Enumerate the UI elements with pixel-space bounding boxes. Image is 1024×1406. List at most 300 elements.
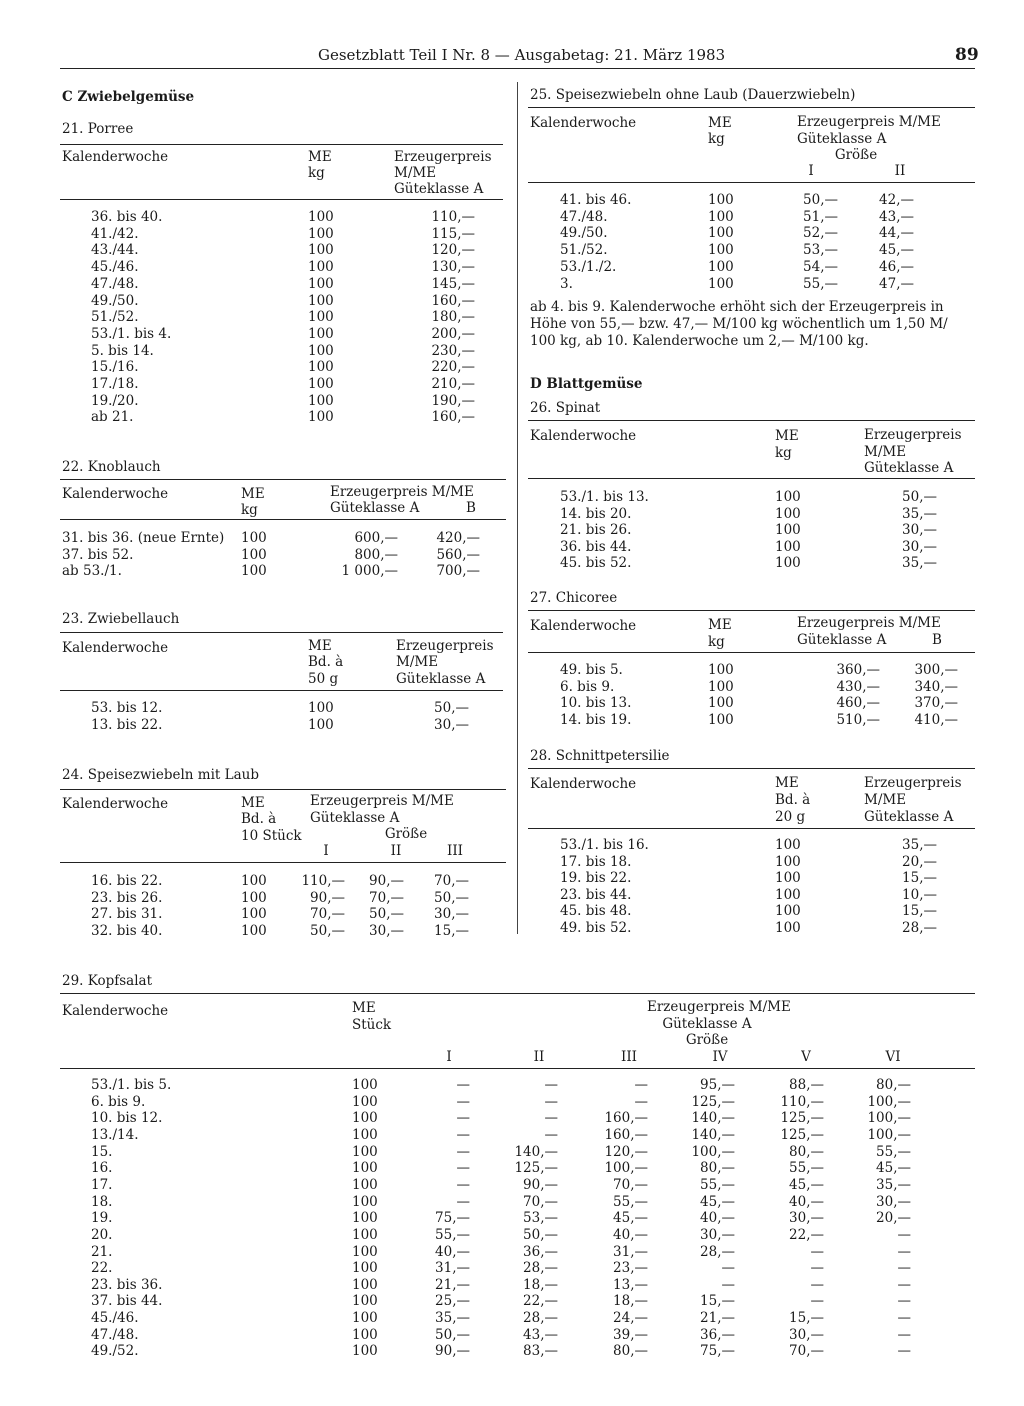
table-cell: —	[897, 1226, 911, 1243]
table-cell: 190,—	[431, 392, 475, 409]
table-row-week: 21. bis 26.	[560, 522, 632, 538]
table-title-spinat: 26. Spinat	[530, 400, 601, 416]
table-cell: 100	[352, 1193, 378, 1210]
table-cell: 100	[308, 359, 334, 376]
table-cell: 100	[308, 259, 334, 276]
table-cell: 100	[708, 192, 734, 208]
column-header: V	[801, 1049, 811, 1065]
table-cell: 100	[308, 225, 334, 242]
table-cell: 90,—	[523, 1176, 558, 1193]
table-cell: 42,—	[879, 192, 914, 208]
table-cell: 23,—	[613, 1260, 648, 1277]
table-cell: 30,—	[434, 716, 469, 733]
table-row-week: 10. bis 12.	[91, 1110, 163, 1127]
table-cell: 100	[352, 1110, 378, 1127]
column-header: ME	[308, 149, 332, 165]
table-title-dauerzwiebeln: 25. Speisezwiebeln ohne Laub (Dauerzwiebeln)	[530, 87, 856, 103]
column-header: M/ME	[864, 792, 907, 808]
table-cell: —	[810, 1293, 824, 1310]
table-cell: 100	[352, 1160, 378, 1177]
column-header: Bd. à	[775, 792, 811, 808]
table-cell: 51,—	[803, 208, 838, 225]
table-cell: 100	[308, 392, 334, 409]
table-cell: 100	[352, 1077, 378, 1093]
table-cell: 100	[352, 1226, 378, 1243]
table-cell: —	[897, 1276, 911, 1293]
table-rule	[60, 632, 503, 633]
section-heading-c: C Zwiebelgemüse	[62, 89, 195, 105]
table-cell: 110,—	[301, 873, 345, 889]
column-header: M/ME	[394, 165, 437, 181]
column-header: Kalenderwoche	[62, 1003, 169, 1019]
table-cell: 45,—	[879, 242, 914, 259]
table-cell: —	[456, 1160, 470, 1177]
table-row-week: 19. bis 22.	[560, 870, 632, 887]
table-title-kopfsalat: 29. Kopfsalat	[62, 973, 153, 989]
table-cell: 100	[308, 209, 334, 225]
table-cell: 360,—	[836, 662, 880, 678]
table-cell: —	[456, 1093, 470, 1110]
table-cell: 20,—	[902, 853, 937, 870]
column-header: M/ME	[396, 654, 439, 670]
table-cell: 40,—	[789, 1193, 824, 1210]
table-cell: 160,—	[604, 1110, 648, 1127]
table-row-week: 14. bis 20.	[560, 505, 632, 522]
column-header: B	[932, 632, 942, 648]
column-header: Güteklasse A	[394, 181, 484, 197]
column-header: ME	[775, 428, 799, 444]
table-title-porree: 21. Porree	[62, 121, 134, 137]
table-cell: 100	[308, 275, 334, 292]
table-rule	[60, 789, 506, 790]
table-row-week: 53. bis 12.	[91, 700, 163, 716]
table-cell: 50,—	[902, 489, 937, 505]
table-cell: 560,—	[436, 546, 480, 563]
table-cell: 55,—	[876, 1143, 911, 1160]
table-cell: 21,—	[435, 1276, 470, 1293]
table-row-week: 17.	[91, 1176, 113, 1193]
column-header: I	[323, 843, 329, 859]
table-cell: 100	[352, 1293, 378, 1310]
column-header: kg	[241, 502, 258, 518]
table-row-week: 47./48.	[560, 208, 608, 225]
table-cell: 600,—	[354, 530, 398, 546]
column-header: kg	[708, 131, 725, 147]
table-row-week: 6. bis 9.	[560, 678, 615, 695]
column-header: Kalenderwoche	[62, 149, 169, 165]
column-header: Güteklasse A	[310, 810, 400, 826]
table-cell: 100	[708, 242, 734, 259]
table-row-week: 16.	[91, 1160, 113, 1177]
table-title-knoblauch: 22. Knoblauch	[62, 459, 161, 475]
table-cell: 100	[308, 292, 334, 309]
table-cell: 70,—	[310, 906, 345, 923]
table-row-week: 45. bis 52.	[560, 555, 632, 571]
table-cell: 100	[708, 208, 734, 225]
table-rule	[60, 862, 506, 863]
table-cell: 45,—	[613, 1210, 648, 1227]
table-row-week: 36. bis 44.	[560, 538, 632, 555]
table-cell: 90,—	[310, 889, 345, 906]
table-cell: 100	[352, 1143, 378, 1160]
table-title-zwiebellauch: 23. Zwiebellauch	[62, 611, 180, 627]
table-row-week: 36. bis 40.	[91, 209, 163, 225]
table-cell: 460,—	[836, 695, 880, 712]
column-header: Stück	[352, 1017, 392, 1033]
page-number: 89	[955, 45, 979, 65]
table-row-week: 18.	[91, 1193, 113, 1210]
table-cell: 30,—	[369, 923, 404, 940]
table-row-week: 21.	[91, 1243, 113, 1260]
footnote-line: ab 4. bis 9. Kalenderwoche erhöht sich der Erzeugerpreis in	[530, 299, 944, 315]
table-cell: 100,—	[604, 1160, 648, 1177]
column-header: I	[446, 1049, 452, 1065]
table-cell: 70,—	[789, 1343, 824, 1360]
table-cell: 300,—	[914, 662, 958, 678]
table-row-week: 17./18.	[91, 376, 139, 392]
table-row-week: 51./52.	[91, 309, 139, 326]
table-cell: 230,—	[431, 342, 475, 359]
column-header: Kalenderwoche	[62, 640, 169, 656]
table-cell: 70,—	[613, 1176, 648, 1193]
table-cell: 100	[352, 1210, 378, 1227]
column-header: Kalenderwoche	[62, 796, 169, 812]
table-cell: 50,—	[803, 192, 838, 208]
table-cell: 100	[241, 906, 267, 923]
table-cell: 10,—	[902, 886, 937, 903]
table-rule	[528, 107, 975, 108]
table-cell: 20,—	[876, 1210, 911, 1227]
table-rule	[528, 610, 975, 611]
column-header: Kalenderwoche	[62, 486, 169, 502]
table-cell: 75,—	[700, 1343, 735, 1360]
column-header: Größe	[685, 1032, 729, 1048]
table-row-week: ab 21.	[91, 409, 134, 426]
table-cell: 100,—	[867, 1110, 911, 1127]
table-cell: 100	[241, 873, 267, 889]
table-rule	[528, 768, 975, 769]
table-cell: 800,—	[354, 546, 398, 563]
column-header: Erzeugerpreis	[864, 427, 962, 443]
column-header: Erzeugerpreis	[864, 775, 962, 791]
table-cell: 28,—	[902, 920, 937, 936]
table-row-week: 45. bis 48.	[560, 903, 632, 920]
table-row-week: 23. bis 26.	[91, 889, 163, 906]
column-header: II	[894, 163, 906, 179]
table-cell: 1 000,—	[341, 563, 398, 580]
table-cell: 18,—	[613, 1293, 648, 1310]
table-cell: 18,—	[523, 1276, 558, 1293]
table-row-week: 31. bis 36. (neue Ernte)	[62, 530, 225, 546]
table-cell: 80,—	[876, 1077, 911, 1093]
table-row-week: 43./44.	[91, 242, 139, 259]
table-cell: —	[897, 1343, 911, 1360]
table-cell: 15,—	[700, 1293, 735, 1310]
table-row-week: 53./1./2.	[560, 258, 617, 275]
column-header: I	[808, 163, 814, 179]
table-row-week: 41./42.	[91, 225, 139, 242]
footnote-line: Höhe von 55,— bzw. 47,— M/100 kg wöchentlich um 1,50 M/	[530, 316, 948, 332]
column-header: Kalenderwoche	[530, 428, 637, 444]
table-cell: 100	[708, 662, 734, 678]
table-cell: 30,—	[700, 1226, 735, 1243]
table-cell: 200,—	[431, 325, 475, 342]
table-cell: 210,—	[431, 376, 475, 392]
table-cell: 100	[775, 489, 801, 505]
table-cell: 80,—	[613, 1343, 648, 1360]
table-cell: —	[721, 1260, 735, 1277]
column-header: Erzeugerpreis M/ME	[647, 999, 791, 1015]
table-cell: 100,—	[867, 1093, 911, 1110]
table-cell: 55,—	[803, 275, 838, 292]
table-cell: 100	[775, 505, 801, 522]
table-cell: 100	[241, 563, 267, 580]
table-row-week: 53./1. bis 13.	[560, 489, 649, 505]
table-cell: 100	[352, 1326, 378, 1343]
column-header: Güteklasse A	[662, 1016, 752, 1032]
table-cell: 15,—	[902, 903, 937, 920]
table-cell: 80,—	[700, 1160, 735, 1177]
table-cell: 50,—	[523, 1226, 558, 1243]
table-cell: 100	[708, 712, 734, 729]
table-cell: 90,—	[369, 873, 404, 889]
table-cell: 35,—	[435, 1310, 470, 1327]
table-cell: 53,—	[803, 242, 838, 259]
table-title-schnittpetersilie: 28. Schnittpetersilie	[530, 748, 670, 764]
table-cell: 100	[708, 275, 734, 292]
table-cell: —	[544, 1110, 558, 1127]
table-cell: 125,—	[514, 1160, 558, 1177]
table-cell: 45,—	[789, 1176, 824, 1193]
column-header: Güteklasse A	[797, 632, 887, 648]
table-cell: 100	[241, 546, 267, 563]
table-rule	[60, 690, 503, 691]
table-cell: 180,—	[431, 309, 475, 326]
table-cell: 100	[775, 522, 801, 538]
column-header: Erzeugerpreis	[396, 638, 494, 654]
table-title-speisezwiebeln-laub: 24. Speisezwiebeln mit Laub	[62, 767, 259, 783]
table-row-week: 45./46.	[91, 1310, 139, 1327]
table-cell: 13,—	[613, 1276, 648, 1293]
table-cell: 100	[308, 700, 334, 716]
table-cell: 410,—	[914, 712, 958, 729]
table-row-week: 3.	[560, 275, 573, 292]
table-cell: 100	[241, 530, 267, 546]
table-row-week: 17. bis 18.	[560, 853, 632, 870]
table-cell: 28,—	[700, 1243, 735, 1260]
table-cell: —	[897, 1326, 911, 1343]
table-cell: 90,—	[435, 1343, 470, 1360]
table-cell: 43,—	[879, 208, 914, 225]
table-cell: 55,—	[613, 1193, 648, 1210]
table-cell: 36,—	[700, 1326, 735, 1343]
table-row-week: 22.	[91, 1260, 113, 1277]
table-cell: 15,—	[902, 870, 937, 887]
table-cell: 83,—	[523, 1343, 558, 1360]
table-cell: 160,—	[604, 1126, 648, 1143]
table-cell: 22,—	[789, 1226, 824, 1243]
header-rule	[60, 68, 975, 69]
table-cell: 100	[308, 309, 334, 326]
table-rule	[528, 652, 975, 653]
table-cell: 40,—	[613, 1226, 648, 1243]
table-cell: 100	[308, 342, 334, 359]
table-row-week: 6. bis 9.	[91, 1093, 146, 1110]
table-cell: 100	[708, 258, 734, 275]
table-cell: 125,—	[780, 1110, 824, 1127]
table-cell: 100	[241, 889, 267, 906]
table-rule	[60, 479, 506, 480]
column-header: kg	[708, 634, 725, 650]
column-header: ME	[708, 617, 732, 633]
table-cell: 125,—	[780, 1126, 824, 1143]
table-cell: 47,—	[879, 275, 914, 292]
table-cell: 80,—	[789, 1143, 824, 1160]
table-cell: 43,—	[523, 1326, 558, 1343]
table-cell: 50,—	[435, 1326, 470, 1343]
table-row-week: 53./1. bis 16.	[560, 837, 649, 853]
table-cell: —	[544, 1093, 558, 1110]
table-cell: —	[456, 1176, 470, 1193]
table-cell: 430,—	[836, 678, 880, 695]
table-cell: 35,—	[902, 505, 937, 522]
table-row-week: 53./1. bis 5.	[91, 1077, 172, 1093]
column-header: Größe	[384, 826, 428, 842]
table-cell: 15,—	[789, 1310, 824, 1327]
table-cell: —	[810, 1260, 824, 1277]
table-cell: 145,—	[431, 275, 475, 292]
table-cell: 100	[308, 409, 334, 426]
table-cell: 370,—	[914, 695, 958, 712]
table-cell: 40,—	[435, 1243, 470, 1260]
table-cell: 55,—	[789, 1160, 824, 1177]
table-cell: 70,—	[523, 1193, 558, 1210]
table-cell: 55,—	[700, 1176, 735, 1193]
table-rule	[60, 144, 503, 145]
column-header: kg	[308, 165, 325, 181]
column-header: 50 g	[308, 671, 339, 687]
table-cell: 100	[352, 1260, 378, 1277]
table-cell: 30,—	[789, 1326, 824, 1343]
table-cell: —	[456, 1077, 470, 1093]
table-cell: 100	[708, 678, 734, 695]
table-cell: 100,—	[691, 1143, 735, 1160]
column-header: 10 Stück	[241, 828, 302, 844]
table-cell: 25,—	[435, 1293, 470, 1310]
table-row-week: 49./50.	[560, 225, 608, 242]
table-cell: 30,—	[789, 1210, 824, 1227]
table-row-week: 47./48.	[91, 1326, 139, 1343]
table-cell: 30,—	[902, 522, 937, 538]
table-row-week: 23. bis 44.	[560, 886, 632, 903]
column-header: ME	[241, 795, 265, 811]
table-cell: 45,—	[876, 1160, 911, 1177]
table-row-week: 13./14.	[91, 1126, 139, 1143]
table-cell: 100	[775, 886, 801, 903]
column-header: Güteklasse A	[864, 809, 954, 825]
table-cell: 70,—	[434, 873, 469, 889]
table-rule	[528, 828, 975, 829]
column-header: Erzeugerpreis M/ME	[797, 114, 941, 130]
table-cell: 125,—	[691, 1093, 735, 1110]
column-header: ME	[352, 1000, 376, 1016]
table-cell: 21,—	[700, 1310, 735, 1327]
table-cell: 53,—	[523, 1210, 558, 1227]
column-header: Kalenderwoche	[530, 618, 637, 634]
table-cell: 100	[775, 903, 801, 920]
table-rule	[60, 1068, 975, 1069]
column-header: Größe	[834, 147, 878, 163]
column-header: IV	[712, 1049, 728, 1065]
table-row-week: 49./50.	[91, 292, 139, 309]
table-row-week: 14. bis 19.	[560, 712, 632, 729]
footnote-line: 100 kg, ab 10. Kalenderwoche um 2,— M/100 kg.	[530, 333, 869, 349]
table-cell: 40,—	[700, 1210, 735, 1227]
table-cell: 55,—	[435, 1226, 470, 1243]
column-header: ME	[308, 638, 332, 654]
table-cell: 100	[775, 870, 801, 887]
table-cell: 28,—	[523, 1260, 558, 1277]
table-rule	[60, 519, 506, 520]
table-rule	[528, 478, 975, 479]
section-heading-d: D Blattgemüse	[530, 376, 643, 392]
table-rule	[60, 993, 975, 994]
table-cell: 100	[352, 1093, 378, 1110]
table-cell: 35,—	[902, 555, 937, 571]
table-cell: 110,—	[431, 209, 475, 225]
column-header: Güteklasse A	[864, 460, 954, 476]
table-cell: 100	[775, 555, 801, 571]
table-cell: 44,—	[879, 225, 914, 242]
table-cell: 100	[775, 853, 801, 870]
column-divider	[517, 82, 518, 934]
table-cell: —	[456, 1143, 470, 1160]
table-row-week: 53./1. bis 4.	[91, 325, 172, 342]
table-cell: 36,—	[523, 1243, 558, 1260]
table-cell: 130,—	[431, 259, 475, 276]
table-cell: —	[810, 1276, 824, 1293]
column-header: Kalenderwoche	[530, 776, 637, 792]
column-header: Güteklasse A	[797, 131, 887, 147]
table-row-week: 45./46.	[91, 259, 139, 276]
table-cell: 50,—	[369, 906, 404, 923]
table-cell: 140,—	[691, 1126, 735, 1143]
table-cell: 100	[352, 1310, 378, 1327]
column-header: ME	[708, 115, 732, 131]
table-cell: 100	[352, 1276, 378, 1293]
table-cell: 28,—	[523, 1310, 558, 1327]
table-cell: —	[456, 1193, 470, 1210]
table-cell: —	[897, 1293, 911, 1310]
table-rule	[528, 420, 975, 421]
table-cell: 52,—	[803, 225, 838, 242]
table-row-week: 16. bis 22.	[91, 873, 163, 889]
column-header: Erzeugerpreis M/ME	[797, 615, 941, 631]
table-cell: 100	[308, 242, 334, 259]
table-row-week: 19./20.	[91, 392, 139, 409]
table-cell: 220,—	[431, 359, 475, 376]
table-cell: —	[721, 1276, 735, 1293]
table-rule	[60, 199, 503, 200]
table-cell: 510,—	[836, 712, 880, 729]
table-cell: —	[456, 1110, 470, 1127]
table-row-week: 15./16.	[91, 359, 139, 376]
table-cell: 50,—	[434, 700, 469, 716]
table-cell: 100	[775, 538, 801, 555]
table-cell: 100	[352, 1176, 378, 1193]
table-cell: 50,—	[310, 923, 345, 940]
table-row-week: ab 53./1.	[62, 563, 122, 580]
